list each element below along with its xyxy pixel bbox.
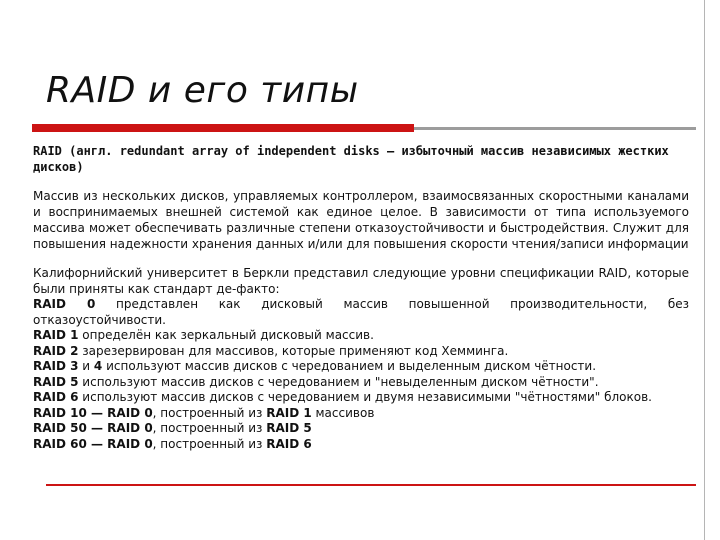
raid-level-text: используют массив дисков с чередованием и выделенным диском чётности.	[102, 359, 597, 373]
raid-level-name: RAID 1	[266, 405, 312, 420]
raid-level-name: RAID 6	[266, 436, 312, 451]
raid-level-item	[33, 344, 689, 360]
raid-level-name: RAID 50 — RAID 0	[33, 421, 153, 435]
raid-definition: RAID (англ. redundant array of independent disks — избыточный массив независимых жестких дисков)	[33, 144, 669, 174]
raid-level-name: RAID 1	[33, 328, 79, 342]
raid-level-name: RAID 2	[33, 343, 79, 358]
raid-level-text: зарезервирован для массивов, которые применяют код Хемминга.	[78, 343, 509, 358]
raid-level-name: RAID 60 — RAID 0	[33, 436, 153, 451]
levels-intro: Калифорнийский университет в Беркли представил следующие уровни спецификации RAID, которые были приняты как стандарт де-факто:	[33, 266, 689, 296]
slide-content	[33, 143, 689, 452]
raid-level-item	[33, 437, 689, 453]
slide-title: RAID и его типы	[46, 70, 359, 111]
title-underline-red	[32, 124, 414, 132]
raid-level-text: представлен как дисковый массив повышенной производительности, без отказоустойчивости.	[33, 297, 689, 327]
raid-level-item	[33, 359, 689, 375]
raid-level-item	[33, 328, 689, 344]
raid-level-item	[33, 421, 689, 437]
raid-level-text: массивов	[311, 405, 375, 420]
raid-levels	[33, 266, 689, 452]
raid-level-text: используют массив дисков с чередованием и "невыделенным диском чётности".	[78, 374, 599, 389]
raid-level-name: RAID 0	[33, 297, 96, 311]
raid-level-item	[33, 297, 689, 328]
raid-level-text: , построенный из	[152, 421, 267, 435]
raid-level-name: 4	[93, 359, 103, 373]
raid-level-name: RAID 3	[33, 359, 79, 373]
raid-level-name: RAID 5	[266, 421, 312, 435]
raid-level-text: и	[78, 359, 94, 373]
raid-level-name: RAID 6	[33, 390, 79, 404]
raid-level-item	[33, 406, 689, 422]
raid-level-item	[33, 375, 689, 391]
raid-level-text: определён как зеркальный дисковый массив.	[78, 328, 374, 342]
bottom-rule	[46, 484, 696, 486]
raid-level-name: RAID 10 — RAID 0	[33, 405, 153, 420]
levels-list	[33, 297, 689, 452]
raid-description: Массив из нескольких дисков, управляемых контроллером, взаимосвязанных скоростными каналами и воспринимаемых внешней системой как единое целое. В зависимости от типа используемого массива может обеспечивать различные степени отказоустойчивости и быстродействия. Служит для повышения надежности хранения данных и/или для повышения скорости чтения/записи информации	[33, 189, 689, 251]
raid-level-text: , построенный из	[152, 405, 267, 420]
slide-frame-line	[704, 0, 705, 540]
raid-level-text: , построенный из	[152, 436, 267, 451]
raid-level-item	[33, 390, 689, 406]
raid-level-name: RAID 5	[33, 374, 79, 389]
raid-level-text: используют массив дисков с чередованием и двумя независимыми "чётностями" блоков.	[78, 390, 652, 404]
